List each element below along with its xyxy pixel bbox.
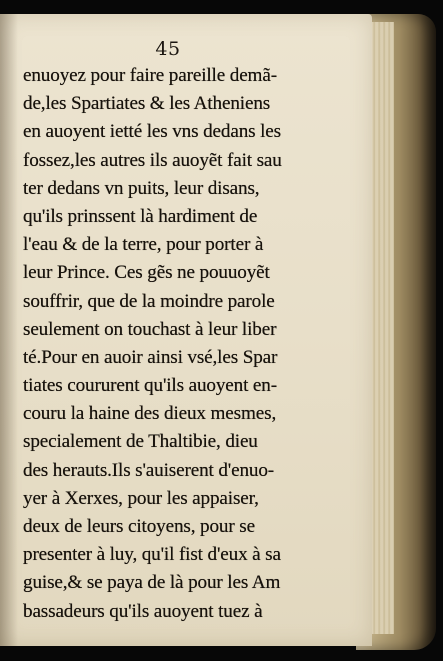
text-line: leur Prince. Ces gẽs ne pouuoyẽt [23, 262, 270, 284]
text-line: presenter à luy, qu'il fist d'eux à sa [23, 544, 281, 566]
text-line: té.Pour en auoir ainsi vsé,les Spar [23, 346, 278, 368]
text-line: ter dedans vn puits, leur disans, [23, 177, 260, 199]
text-line: guise,& se paya de là pour les Am [23, 572, 281, 594]
page-number: 45 [155, 38, 181, 60]
text-line: deux de leurs citoyens, pour se [23, 516, 255, 537]
text-line: qu'ils prinssent là hardiment de [23, 205, 258, 227]
text-line: yer à Xerxes, pour les appaiser, [23, 487, 259, 509]
text-line: couru la haine des dieux mesmes, [23, 403, 277, 425]
text-line: des herauts.Ils s'auiserent d'enuo- [23, 459, 275, 481]
text-line: l'eau & de la terre, pour porter à [23, 234, 264, 256]
body-text [23, 62, 333, 626]
text-line: souffrir, que de la moindre parole [23, 290, 275, 312]
gutter-shadow [0, 14, 18, 646]
text-line: specialement de Thaltibie, dieu [23, 431, 258, 453]
text-line: en auoyent ietté les vns dedans les [23, 121, 281, 143]
text-line: fossez,les autres ils auoyẽt fait sau [23, 149, 282, 171]
text-line: de,les Spartiates & les Atheniens [23, 93, 271, 115]
text-line: enuoyez pour faire pareille demã- [23, 65, 277, 86]
text-line: seulement on touchast à leur liber [23, 318, 277, 340]
text-line: tiates coururent qu'ils auoyent en- [23, 375, 277, 397]
text-line: bassadeurs qu'ils auoyent tuez à [23, 600, 263, 622]
